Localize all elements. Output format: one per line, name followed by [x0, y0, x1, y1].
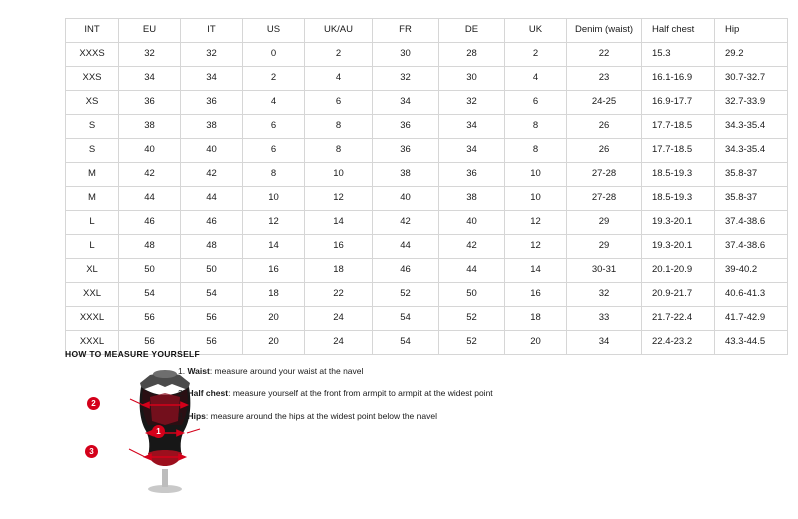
cell-it: 44	[181, 187, 243, 211]
instruction-waist-term: Waist	[187, 366, 210, 376]
cell-uk-au: 24	[305, 331, 373, 355]
cell-it: 48	[181, 235, 243, 259]
cell-uk: 16	[505, 283, 567, 307]
cell-hip: 30.7-32.7	[715, 67, 788, 91]
cell-hip: 35.8-37	[715, 163, 788, 187]
marker-3: 3	[85, 445, 98, 458]
cell-fr: 32	[373, 67, 439, 91]
cell-de: 42	[439, 235, 505, 259]
cell-us: 18	[243, 283, 305, 307]
cell-de: 32	[439, 91, 505, 115]
cell-eu: 50	[119, 259, 181, 283]
table-row	[66, 115, 788, 139]
cell-it: 36	[181, 91, 243, 115]
column-header-us: US	[243, 19, 305, 43]
cell-de: 30	[439, 67, 505, 91]
cell-int: XXXL	[66, 331, 119, 355]
table-row	[66, 187, 788, 211]
cell-half-chest: 19.3-20.1	[642, 235, 715, 259]
cell-us: 6	[243, 115, 305, 139]
cell-fr: 54	[373, 307, 439, 331]
cell-fr: 36	[373, 115, 439, 139]
table-row	[66, 235, 788, 259]
cell-fr: 52	[373, 283, 439, 307]
cell-fr: 36	[373, 139, 439, 163]
cell-uk: 12	[505, 211, 567, 235]
table-row	[66, 43, 788, 67]
column-header-fr: FR	[373, 19, 439, 43]
cell-int: M	[66, 187, 119, 211]
cell-de: 52	[439, 307, 505, 331]
column-header-uk: UK	[505, 19, 567, 43]
column-header-denim-waist: Denim (waist)	[567, 19, 642, 43]
cell-half-chest: 17.7-18.5	[642, 115, 715, 139]
cell-it: 54	[181, 283, 243, 307]
cell-eu: 42	[119, 163, 181, 187]
cell-us: 6	[243, 139, 305, 163]
cell-eu: 56	[119, 331, 181, 355]
measure-instructions	[178, 366, 578, 433]
cell-hip: 41.7-42.9	[715, 307, 788, 331]
cell-uk: 6	[505, 91, 567, 115]
cell-de: 38	[439, 187, 505, 211]
cell-uk: 14	[505, 259, 567, 283]
column-header-it: IT	[181, 19, 243, 43]
cell-uk: 20	[505, 331, 567, 355]
cell-fr: 54	[373, 331, 439, 355]
cell-half-chest: 16.9-17.7	[642, 91, 715, 115]
cell-hip: 37.4-38.6	[715, 235, 788, 259]
cell-eu: 44	[119, 187, 181, 211]
cell-eu: 40	[119, 139, 181, 163]
cell-eu: 38	[119, 115, 181, 139]
cell-eu: 36	[119, 91, 181, 115]
cell-denim-waist: 34	[567, 331, 642, 355]
cell-denim-waist: 23	[567, 67, 642, 91]
cell-eu: 56	[119, 307, 181, 331]
cell-denim-waist: 27-28	[567, 187, 642, 211]
cell-hip: 39-40.2	[715, 259, 788, 283]
cell-denim-waist: 24-25	[567, 91, 642, 115]
cell-de: 44	[439, 259, 505, 283]
cell-uk: 10	[505, 187, 567, 211]
instruction-half-chest-text: : measure yourself at the front from armpit to armpit at the widest point	[228, 388, 493, 399]
cell-uk: 8	[505, 139, 567, 163]
instruction-half-chest-number: 2.	[178, 388, 186, 399]
cell-hip: 34.3-35.4	[715, 115, 788, 139]
cell-uk-au: 24	[305, 307, 373, 331]
cell-us: 4	[243, 91, 305, 115]
cell-it: 34	[181, 67, 243, 91]
cell-denim-waist: 32	[567, 283, 642, 307]
cell-int: L	[66, 211, 119, 235]
cell-eu: 34	[119, 67, 181, 91]
cell-us: 0	[243, 43, 305, 67]
cell-it: 56	[181, 331, 243, 355]
cell-us: 8	[243, 163, 305, 187]
cell-uk-au: 4	[305, 67, 373, 91]
cell-eu: 48	[119, 235, 181, 259]
cell-int: M	[66, 163, 119, 187]
cell-half-chest: 17.7-18.5	[642, 139, 715, 163]
cell-half-chest: 18.5-19.3	[642, 187, 715, 211]
cell-de: 34	[439, 115, 505, 139]
cell-half-chest: 19.3-20.1	[642, 211, 715, 235]
cell-int: XL	[66, 259, 119, 283]
table-row	[66, 259, 788, 283]
cell-it: 42	[181, 163, 243, 187]
cell-denim-waist: 26	[567, 139, 642, 163]
cell-half-chest: 15.3	[642, 43, 715, 67]
cell-fr: 44	[373, 235, 439, 259]
cell-int: L	[66, 235, 119, 259]
cell-int: S	[66, 115, 119, 139]
cell-us: 10	[243, 187, 305, 211]
cell-eu: 54	[119, 283, 181, 307]
cell-denim-waist: 30-31	[567, 259, 642, 283]
cell-hip: 29.2	[715, 43, 788, 67]
cell-int: XXXL	[66, 307, 119, 331]
cell-eu: 46	[119, 211, 181, 235]
cell-int: XS	[66, 91, 119, 115]
instruction-half-chest	[178, 388, 578, 399]
how-to-measure-heading: HOW TO MEASURE YOURSELF	[65, 349, 201, 359]
cell-half-chest: 22.4-23.2	[642, 331, 715, 355]
cell-half-chest: 20.1-20.9	[642, 259, 715, 283]
column-header-half-chest: Half chest	[642, 19, 715, 43]
cell-hip: 35.8-37	[715, 187, 788, 211]
instruction-half-chest-term: Half chest	[187, 388, 229, 399]
instruction-hips-term: Hips	[187, 410, 206, 421]
table-row	[66, 139, 788, 163]
cell-uk: 10	[505, 163, 567, 187]
table-row	[66, 67, 788, 91]
cell-uk: 12	[505, 235, 567, 259]
cell-uk-au: 8	[305, 139, 373, 163]
cell-half-chest: 20.9-21.7	[642, 283, 715, 307]
cell-denim-waist: 26	[567, 115, 642, 139]
cell-denim-waist: 27-28	[567, 163, 642, 187]
cell-uk-au: 6	[305, 91, 373, 115]
cell-denim-waist: 22	[567, 43, 642, 67]
cell-it: 50	[181, 259, 243, 283]
column-header-de: DE	[439, 19, 505, 43]
column-header-uk-au: UK/AU	[305, 19, 373, 43]
cell-de: 34	[439, 139, 505, 163]
cell-it: 40	[181, 139, 243, 163]
table-row	[66, 163, 788, 187]
cell-hip: 40.6-41.3	[715, 283, 788, 307]
cell-de: 28	[439, 43, 505, 67]
cell-fr: 38	[373, 163, 439, 187]
cell-uk-au: 10	[305, 163, 373, 187]
table-row	[66, 211, 788, 235]
cell-us: 2	[243, 67, 305, 91]
cell-hip: 32.7-33.9	[715, 91, 788, 115]
instruction-waist-number: 1.	[178, 366, 186, 376]
cell-us: 12	[243, 211, 305, 235]
cell-de: 36	[439, 163, 505, 187]
marker-1: 1	[152, 425, 165, 438]
cell-denim-waist: 29	[567, 211, 642, 235]
cell-fr: 34	[373, 91, 439, 115]
cell-uk: 4	[505, 67, 567, 91]
marker-2: 2	[87, 397, 100, 410]
cell-uk-au: 14	[305, 211, 373, 235]
cell-uk-au: 22	[305, 283, 373, 307]
cell-uk-au: 12	[305, 187, 373, 211]
size-chart-container	[65, 18, 766, 355]
instruction-waist-text: : measure around your waist at the navel	[209, 366, 364, 376]
column-header-eu: EU	[119, 19, 181, 43]
column-header-hip: Hip	[715, 19, 788, 43]
cell-denim-waist: 29	[567, 235, 642, 259]
cell-hip: 34.3-35.4	[715, 139, 788, 163]
cell-int: XXL	[66, 283, 119, 307]
column-header-int: INT	[66, 19, 119, 43]
cell-us: 20	[243, 331, 305, 355]
table-row	[66, 283, 788, 307]
cell-uk-au: 8	[305, 115, 373, 139]
cell-fr: 42	[373, 211, 439, 235]
cell-uk-au: 2	[305, 43, 373, 67]
cell-de: 50	[439, 283, 505, 307]
cell-fr: 40	[373, 187, 439, 211]
cell-it: 56	[181, 307, 243, 331]
cell-uk-au: 18	[305, 259, 373, 283]
cell-int: XXXS	[66, 43, 119, 67]
cell-int: XXS	[66, 67, 119, 91]
cell-hip: 37.4-38.6	[715, 211, 788, 235]
instruction-hips-text: : measure around the hips at the widest point below the navel	[205, 410, 437, 421]
instruction-waist	[178, 366, 578, 377]
cell-uk: 18	[505, 307, 567, 331]
cell-fr: 30	[373, 43, 439, 67]
cell-us: 20	[243, 307, 305, 331]
table-row	[66, 307, 788, 331]
cell-uk: 2	[505, 43, 567, 67]
cell-it: 46	[181, 211, 243, 235]
cell-eu: 32	[119, 43, 181, 67]
cell-it: 32	[181, 43, 243, 67]
cell-hip: 43.3-44.5	[715, 331, 788, 355]
cell-us: 16	[243, 259, 305, 283]
cell-de: 40	[439, 211, 505, 235]
cell-it: 38	[181, 115, 243, 139]
instruction-hips-number: 3.	[178, 410, 186, 421]
instruction-hips	[178, 411, 578, 422]
table-row	[66, 91, 788, 115]
cell-de: 52	[439, 331, 505, 355]
cell-half-chest: 18.5-19.3	[642, 163, 715, 187]
cell-int: S	[66, 139, 119, 163]
table-header-row	[66, 19, 788, 43]
cell-us: 14	[243, 235, 305, 259]
cell-half-chest: 21.7-22.4	[642, 307, 715, 331]
cell-uk: 8	[505, 115, 567, 139]
cell-denim-waist: 33	[567, 307, 642, 331]
cell-half-chest: 16.1-16.9	[642, 67, 715, 91]
cell-uk-au: 16	[305, 235, 373, 259]
size-chart-table	[65, 18, 788, 355]
cell-fr: 46	[373, 259, 439, 283]
